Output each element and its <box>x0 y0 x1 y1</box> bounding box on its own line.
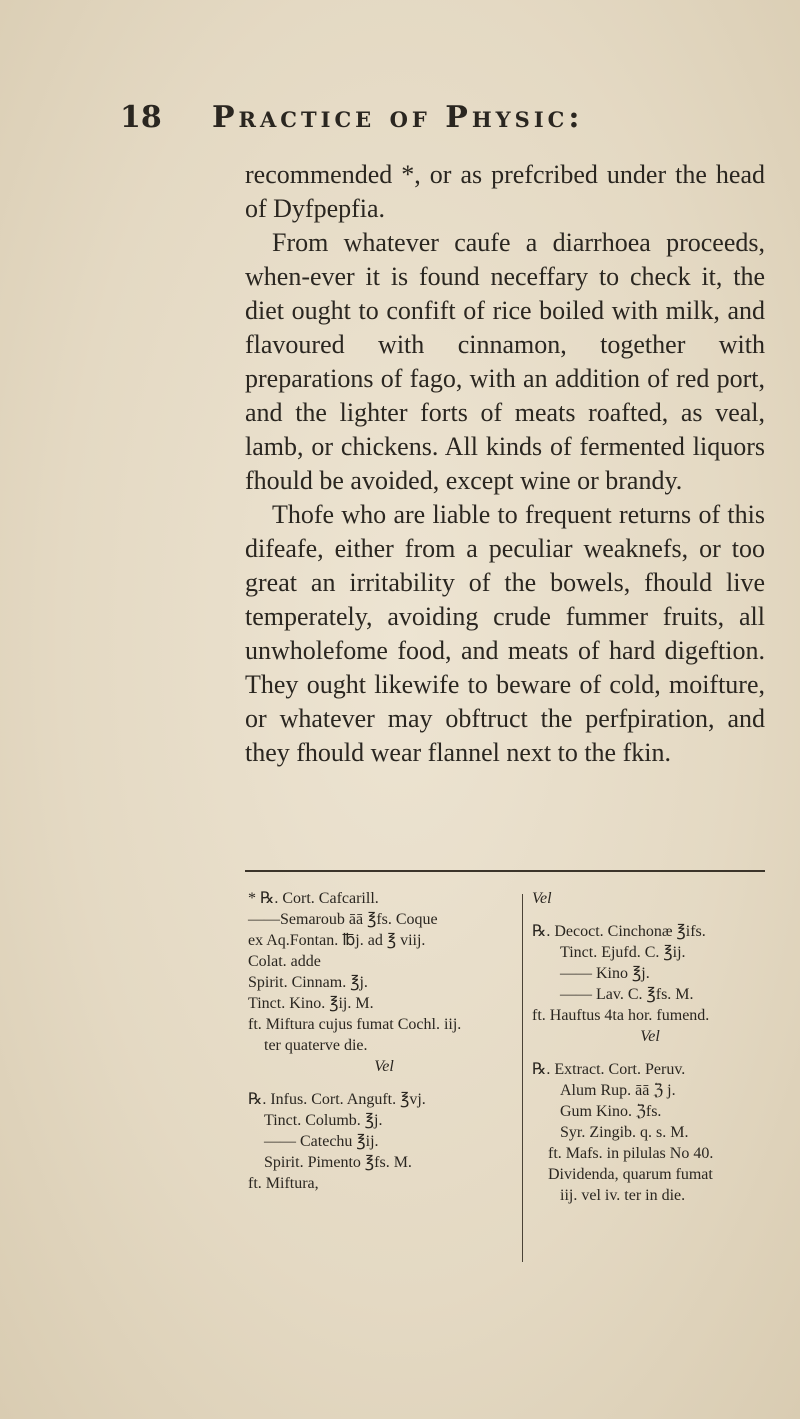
footnote-line: Tinct. Columb. ℥j. <box>264 1112 383 1129</box>
footnote-line: Spirit. Cinnam. ℥j. <box>248 974 368 991</box>
footnote-line: Alum Rup. āā ℨ j. <box>560 1082 676 1099</box>
footnote-line: * ℞. Cort. Cafcarill. <box>248 890 379 907</box>
footnote-line: ft. Hauftus 4ta hor. fumend. <box>532 1007 710 1024</box>
footnote-line: ex Aq.Fontan. ℔j. ad ℥ viij. <box>248 932 426 949</box>
footnote-line: Syr. Zingib. q. s. M. <box>560 1124 689 1141</box>
footnote-line: Tinct. Ejufd. C. ℥ij. <box>560 944 686 961</box>
footnote-line: Gum Kino. ℨfs. <box>560 1103 662 1120</box>
footnote-line: ft. Mafs. in pilulas No 40. <box>548 1145 714 1162</box>
footnote-right-column <box>532 888 768 1206</box>
footnote-left-column <box>248 888 520 1194</box>
running-title: Practice of Physic: <box>212 100 584 135</box>
page-number: 18 <box>120 100 162 135</box>
footnote-line: iij. vel iv. ter in die. <box>560 1187 686 1204</box>
footnote-line: Dividenda, quarum fumat <box>548 1166 713 1183</box>
footnote-line: ft. Miftura cujus fumat Cochl. iij. <box>248 1016 462 1033</box>
footnote-line: Tinct. Kino. ℥ij. M. <box>248 995 374 1012</box>
paragraph-diet: From whatever caufe a diarrhoea proceeds, when-ever it is found neceffary to check it, the diet ought to confift of rice boiled with milk, and flavoured with cinnamon, together with preparations of fago, with an addition of red port, and the lighter forts of meats roafted, as veal, lamb, or chickens. All kinds of fermented liquors fhould be avoided, except wine or brandy. <box>245 228 765 495</box>
footnote-line: ——Semaroub āā ℥fs. Coque <box>248 911 438 928</box>
footnote-line: Spirit. Pimento ℥fs. M. <box>264 1154 412 1171</box>
footnote-vel-label: Vel <box>640 1028 660 1045</box>
column-divider <box>522 894 523 1262</box>
footnote-line: —— Catechu ℥ij. <box>264 1133 379 1150</box>
footnote-vel-label: Vel <box>374 1058 394 1075</box>
paragraph-continuation: recommended *, or as prefcribed under the head of Dyfpepfia. <box>245 160 765 223</box>
footnote-line: Colat. adde <box>248 953 321 970</box>
footnote-line: ft. Miftura, <box>248 1175 319 1192</box>
footnote-rule <box>245 870 765 872</box>
footnote-prescriptions <box>248 888 768 1268</box>
footnote-line: ℞. Infus. Cort. Anguft. ℥vj. <box>248 1091 426 1108</box>
paragraph-prevention: Thofe who are liable to frequent returns of this difeafe, either from a peculiar weaknefs, or too great an irritability of the bowels, fhould live temperately, avoiding crude fummer fruits, all unwholefome food, and meats of hard digeftion. They ought likewife to beware of cold, moifture, or whatever may obftruct the perfpiration, and they fhould wear flannel next to the fkin. <box>245 500 765 767</box>
footnote-line: ℞. Extract. Cort. Peruv. <box>532 1061 686 1078</box>
footnote-vel-label: Vel <box>532 890 552 907</box>
page-header <box>120 100 760 140</box>
main-text <box>245 158 765 770</box>
footnote-line: ter quaterve die. <box>264 1037 368 1054</box>
footnote-line: —— Lav. C. ℥fs. M. <box>560 986 694 1003</box>
footnote-line: —— Kino ℥j. <box>560 965 650 982</box>
footnote-line: ℞. Decoct. Cinchonæ ℥ifs. <box>532 923 706 940</box>
